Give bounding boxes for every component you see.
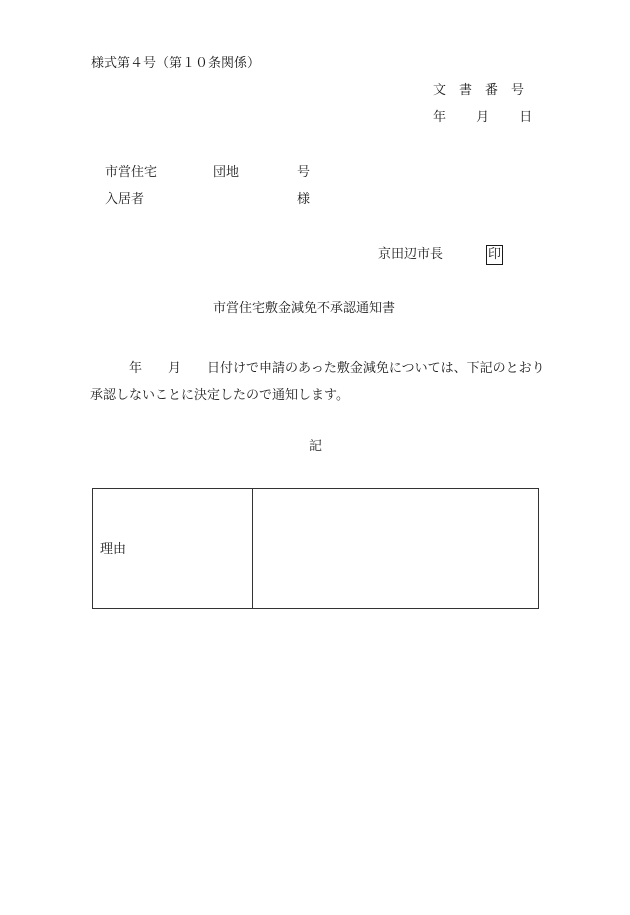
- mayor-label: 京田辺市長: [378, 247, 444, 262]
- go-label: 号: [297, 165, 311, 180]
- date-label: 年 月 日: [433, 110, 533, 125]
- reason-table: [92, 488, 539, 609]
- form-number: 様式第４号（第１０条関係）: [91, 56, 261, 71]
- reason-label: 理由: [100, 542, 127, 557]
- doc-number-label: 文 書 番 号: [433, 83, 525, 98]
- table-divider: [252, 489, 253, 608]
- ki-label: 記: [309, 439, 323, 454]
- sama-label: 様: [297, 192, 311, 207]
- resident-label: 入居者: [105, 192, 145, 207]
- seal-box: 印: [486, 245, 503, 265]
- housing-label: 市営住宅: [105, 165, 158, 180]
- danchi-label: 団地: [213, 165, 240, 180]
- body-paragraph: 年 月 日付けで申請のあった敷金減免については、下記のとおり承認しないことに決定したので通知します。: [90, 361, 545, 403]
- document-title: 市営住宅敷金減免不承認通知書: [213, 301, 396, 316]
